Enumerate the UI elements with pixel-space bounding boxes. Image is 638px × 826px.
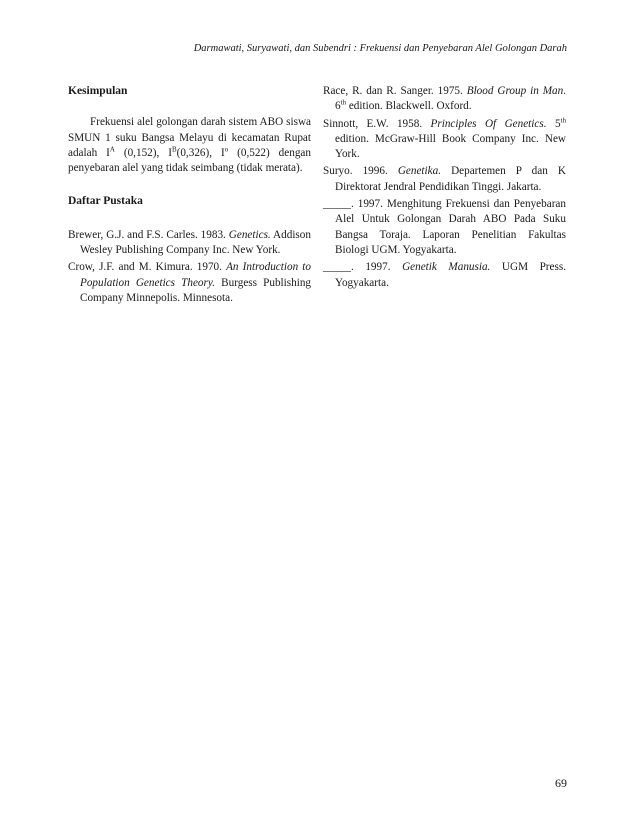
reference-item	[323, 117, 566, 163]
ref-author: Brewer, G.J. and F.S. Carles. 1983.	[68, 228, 229, 241]
reference-item	[68, 228, 311, 259]
kesimpulan-paragraph	[68, 115, 311, 176]
allele-o-sup: o	[224, 145, 229, 154]
ref-edition: . 6	[335, 85, 567, 113]
allele-a-sup: A	[109, 145, 115, 154]
ref-publisher: Addison Wesley Publishing Company Inc. New York.	[80, 228, 311, 257]
ref-publisher: UGM Press. Yogyakarta.	[335, 261, 566, 289]
ref-title: Blood Group in Man	[466, 85, 564, 97]
ref-author: Crow, J.F. and M. Kimura. 1970.	[68, 261, 227, 274]
ref-author: Race, R. dan R. Sanger. 1975.	[323, 85, 467, 97]
page-number: 69	[555, 776, 567, 790]
running-header: Darmawati, Suryawati, dan Subendri : Frekuensi dan Penyebaran Alel Golongan Darah	[193, 43, 567, 54]
ref-publisher: edition. McGraw-Hill Book Company Inc. New York.	[335, 132, 566, 161]
kesimpulan-text-b: (0,152), I	[114, 146, 172, 159]
ref-edition-sup: th	[340, 98, 347, 107]
ref-publisher: Burgess Publishing Company Minnepolis. Minnesota.	[80, 276, 312, 304]
kesimpulan-text-a: Frekuensi alel golongan darah sistem ABO siswa SMUN 1 suku Bangsa Melayu di kecamatan Rupat adalah I	[68, 116, 311, 159]
kesimpulan-heading: Kesimpulan	[68, 85, 128, 97]
reference-item	[323, 197, 566, 258]
ref-title: Genetics.	[228, 228, 271, 241]
ref-author: Sinnott, E.W. 1958.	[323, 117, 431, 130]
left-column	[68, 84, 311, 308]
ref-title: Genetika.	[397, 165, 442, 178]
ref-edition: 5	[546, 117, 561, 130]
ref-publisher: edition. Blackwell. Oxford.	[346, 100, 472, 113]
reference-item	[323, 260, 566, 291]
ref-edition-sup: th	[560, 115, 566, 124]
kesimpulan-text-c: (0,326), I	[176, 146, 225, 159]
reference-list-right	[323, 84, 566, 291]
reference-list-left	[68, 228, 311, 306]
right-column	[323, 84, 566, 293]
ref-title: Principles Of Genetics.	[430, 117, 547, 130]
ref-author: _____. 1997.	[323, 261, 403, 274]
ref-publisher: Departemen P dan K Direktorat Jendral Pendidikan Tinggi. Jakarta.	[335, 165, 566, 193]
ref-text: _____. 1997. Menghitung Frekuensi dan Penyebaran Alel Untuk Golongan Darah ABO Pada Suku Bangsa Toraja. Laporan Penelitian Fakultas Biologi UGM. Yogyakarta.	[323, 198, 566, 256]
daftar-pustaka-heading: Daftar Pustaka	[68, 195, 143, 208]
allele-b-sup: B	[171, 145, 177, 154]
ref-author: Suryo. 1996.	[323, 165, 398, 178]
reference-item	[323, 84, 566, 115]
kesimpulan-text-d: (0,522) dengan penyebaran alel yang tidak seimbang (tidak merata).	[68, 146, 311, 175]
ref-title: Genetik Manusia.	[402, 261, 491, 274]
ref-title: An Introduction to Population Genetics Theory.	[80, 261, 311, 289]
reference-item	[68, 260, 311, 306]
reference-item	[323, 164, 566, 195]
